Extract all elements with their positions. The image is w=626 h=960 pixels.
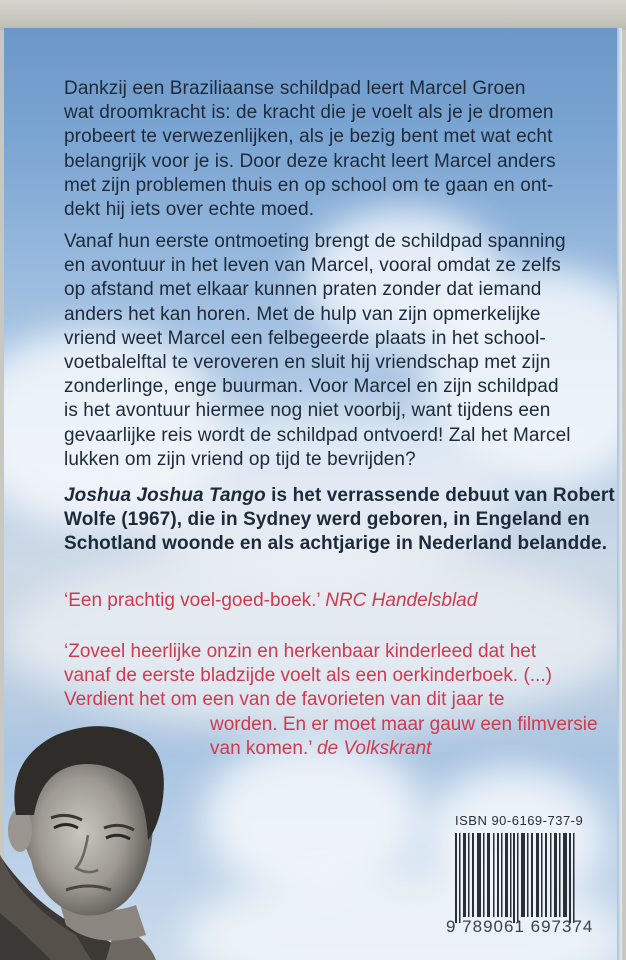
- text-line: vriend weet Marcel een felbegeerde plaats in het school-: [64, 327, 546, 349]
- text-line: anders het kan horen. Met de hulp van zijn opmerkelijke: [64, 303, 541, 325]
- text-line: is het avontuur hiermee nog niet voorbij, want tijdens een: [64, 400, 551, 422]
- text-line: voetbalelftal te veroveren en sluit hij vriendschap met zijn: [64, 352, 551, 374]
- book-top-edge: [0, 0, 626, 30]
- text-line: zonderlinge, enge buurman. Voor Marcel en zijn schildpad: [64, 376, 559, 398]
- synopsis-paragraph-2: [64, 230, 624, 472]
- author-photo: [0, 720, 221, 960]
- text-line: en avontuur in het leven van Marcel, vooral omdat ze zelfs: [64, 255, 561, 277]
- text-fragment: is het verrassende debuut van Robert: [265, 485, 615, 506]
- text-line: Dankzij een Braziliaanse schildpad leert Marcel Groen: [64, 78, 526, 99]
- text-line: [64, 484, 624, 508]
- book-title: Joshua Joshua Tango: [64, 485, 266, 506]
- text-line: Wolfe (1967), die in Sydney werd geboren, in Engeland en: [64, 509, 590, 531]
- quote-line: vanaf de eerste bladzijde voelt als een oerkinderboek. (...): [64, 665, 552, 687]
- quote-source: NRC Handelsblad: [325, 590, 478, 611]
- quote-line: ‘Zoveel heerlijke onzin en herkenbaar kinderleed dat het: [64, 641, 537, 662]
- barcode: [455, 833, 575, 923]
- text-line: probeert te verwezenlijken, als je bezig bent met wat echt: [64, 126, 553, 148]
- quote-line: worden. En er moet maar gauw een filmversie: [210, 713, 598, 735]
- text-line: wat droomkracht is: de kracht die je voelt als je je dromen: [64, 102, 554, 124]
- quote-line: Verdient het om een van de favorieten van dit jaar te: [64, 689, 505, 711]
- text-line: dekt hij iets over echte moed.: [64, 199, 315, 221]
- text-line: Schotland woonde en als achtjarige in Nederland belandde.: [64, 533, 608, 555]
- text-line: op afstand met elkaar kunnen praten zonder dat iemand: [64, 279, 542, 301]
- author-bio: [64, 484, 624, 557]
- text-line: met zijn problemen thuis en op school om te gaan en ont-: [64, 174, 554, 196]
- ean-number: 9 789061 697374: [446, 917, 594, 936]
- isbn-label: ISBN 90-6169-737-9: [455, 813, 584, 828]
- quote-source: de Volkskrant: [317, 737, 432, 759]
- synopsis-paragraph-1: [64, 77, 624, 222]
- text-line: lukken om zijn vriend op tijd te bevrijden?: [64, 448, 416, 470]
- review-quote-nrc: [64, 589, 477, 613]
- quote-text: van komen.’: [210, 737, 318, 759]
- text-line: Vanaf hun eerste ontmoeting brengt de schildpad spanning: [64, 231, 566, 252]
- text-line: gevaarlijke reis wordt de schildpad ontvoerd! Zal het Marcel: [64, 424, 571, 446]
- text-line: belangrijk voor je is. Door deze kracht leert Marcel anders: [64, 150, 556, 172]
- quote-text: ‘Een prachtig voel-goed-boek.’: [64, 590, 326, 611]
